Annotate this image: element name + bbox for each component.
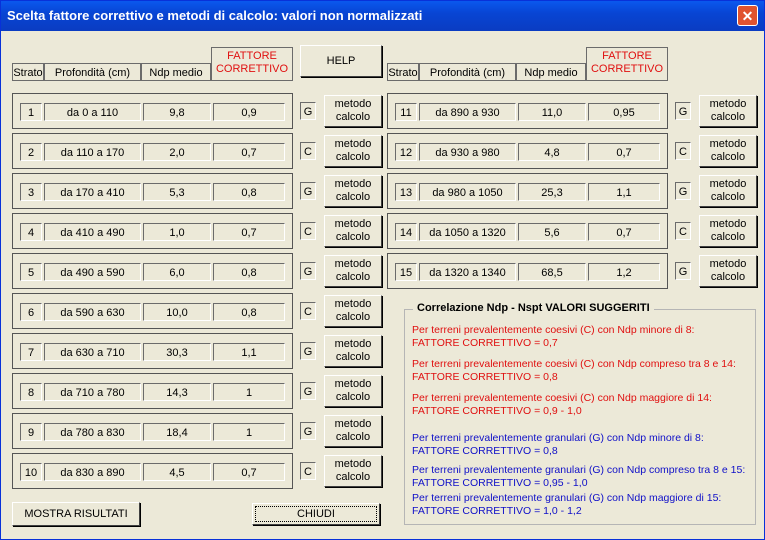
- header-fattore-left: [211, 47, 293, 81]
- ndp-value: 6,0: [143, 263, 211, 281]
- factor-input[interactable]: 0,8: [213, 183, 285, 201]
- depth-range: da 890 a 930: [419, 103, 516, 121]
- depth-range: da 630 a 710: [44, 343, 141, 361]
- factor-input[interactable]: 0,95: [588, 103, 660, 121]
- metodo-calcolo-button[interactable]: [324, 255, 382, 287]
- metodo-calcolo-button[interactable]: [324, 415, 382, 447]
- strato-row: [12, 213, 293, 249]
- soil-type[interactable]: C: [300, 142, 316, 160]
- depth-range: da 830 a 890: [44, 463, 141, 481]
- strato-row: [387, 253, 668, 289]
- correlation-note: [412, 492, 721, 518]
- metodo-calcolo-button[interactable]: [324, 375, 382, 407]
- soil-type[interactable]: G: [675, 102, 691, 120]
- note-factor: FATTORE CORRETTIVO = 1,0 - 1,2: [412, 505, 582, 517]
- factor-input[interactable]: 1,1: [213, 343, 285, 361]
- header-profondita-right: Profondità (cm): [419, 63, 516, 81]
- note-factor: FATTORE CORRETTIVO = 0,8: [412, 445, 558, 457]
- strato-row: [12, 453, 293, 489]
- metodo-label: metodo: [709, 218, 747, 230]
- ndp-value: 5,3: [143, 183, 211, 201]
- note-factor: FATTORE CORRETTIVO = 0,95 - 1,0: [412, 477, 588, 489]
- correlation-note: [412, 392, 712, 418]
- metodo-label: metodo: [709, 138, 747, 150]
- ndp-value: 4,8: [518, 143, 586, 161]
- header-ndp-left: Ndp medio: [141, 63, 211, 81]
- calcolo-label: calcolo: [710, 111, 746, 123]
- metodo-label: metodo: [709, 178, 747, 190]
- metodo-label: metodo: [334, 338, 372, 350]
- ndp-value: 10,0: [143, 303, 211, 321]
- metodo-calcolo-button[interactable]: [324, 215, 382, 247]
- factor-input[interactable]: 0,8: [213, 303, 285, 321]
- metodo-calcolo-button[interactable]: [324, 335, 382, 367]
- depth-range: da 980 a 1050: [419, 183, 516, 201]
- mostra-risultati-button[interactable]: MOSTRA RISULTATI: [12, 502, 140, 526]
- strato-number: 14: [395, 223, 417, 241]
- metodo-calcolo-button[interactable]: [699, 255, 757, 287]
- strato-number: 2: [20, 143, 42, 161]
- strato-number: 15: [395, 263, 417, 281]
- soil-type[interactable]: G: [675, 262, 691, 280]
- strato-number: 9: [20, 423, 42, 441]
- strato-number: 8: [20, 383, 42, 401]
- note-factor: FATTORE CORRETTIVO = 0,7: [412, 337, 558, 349]
- metodo-label: metodo: [709, 258, 747, 270]
- metodo-label: metodo: [334, 418, 372, 430]
- strato-row: [12, 293, 293, 329]
- calcolo-label: calcolo: [335, 271, 371, 283]
- strato-number: 4: [20, 223, 42, 241]
- ndp-value: 9,8: [143, 103, 211, 121]
- calcolo-label: calcolo: [335, 151, 371, 163]
- calcolo-label: calcolo: [335, 471, 371, 483]
- metodo-label: metodo: [334, 218, 372, 230]
- metodo-label: metodo: [709, 98, 747, 110]
- header-fattore-right-l2: CORRETTIVO: [590, 63, 664, 75]
- strato-number: 12: [395, 143, 417, 161]
- header-strato-left: Strato: [12, 63, 44, 81]
- strato-number: 3: [20, 183, 42, 201]
- depth-range: da 1320 a 1340: [419, 263, 516, 281]
- metodo-calcolo-button[interactable]: [699, 215, 757, 247]
- strato-number: 6: [20, 303, 42, 321]
- metodo-calcolo-button[interactable]: [324, 95, 382, 127]
- factor-input[interactable]: 0,9: [213, 103, 285, 121]
- factor-input[interactable]: 0,7: [588, 143, 660, 161]
- metodo-label: metodo: [334, 98, 372, 110]
- correlation-title: Correlazione Ndp - Nspt VALORI SUGGERITI: [413, 302, 654, 314]
- strato-number: 13: [395, 183, 417, 201]
- depth-range: da 170 a 410: [44, 183, 141, 201]
- calcolo-label: calcolo: [335, 431, 371, 443]
- calcolo-label: calcolo: [710, 191, 746, 203]
- strato-number: 5: [20, 263, 42, 281]
- soil-type[interactable]: C: [675, 222, 691, 240]
- strato-number: 1: [20, 103, 42, 121]
- header-fattore-right: [586, 47, 668, 81]
- factor-input[interactable]: 0,7: [213, 463, 285, 481]
- header-fattore-left-l1: FATTORE: [227, 50, 277, 62]
- header-fattore-left-l2: CORRETTIVO: [215, 63, 289, 75]
- soil-type[interactable]: C: [300, 302, 316, 320]
- ndp-value: 1,0: [143, 223, 211, 241]
- correlation-note: [412, 464, 745, 490]
- strato-row: [12, 173, 293, 209]
- ndp-value: 18,4: [143, 423, 211, 441]
- strato-row: [387, 173, 668, 209]
- strato-row: [12, 373, 293, 409]
- note-condition: Per terreni prevalentemente granulari (G) con Ndp maggiore di 15:: [412, 492, 722, 504]
- depth-range: da 780 a 830: [44, 423, 141, 441]
- factor-input[interactable]: 0,8: [213, 263, 285, 281]
- soil-type[interactable]: G: [300, 382, 316, 400]
- ndp-value: 30,3: [143, 343, 211, 361]
- metodo-label: metodo: [334, 298, 372, 310]
- factor-input[interactable]: 0,7: [213, 223, 285, 241]
- depth-range: da 710 a 780: [44, 383, 141, 401]
- factor-input[interactable]: 1,2: [588, 263, 660, 281]
- soil-type[interactable]: G: [300, 342, 316, 360]
- note-condition: Per terreni prevalentemente granulari (G) con Ndp minore di 8:: [412, 432, 704, 444]
- strato-row: [387, 213, 668, 249]
- calcolo-label: calcolo: [335, 391, 371, 403]
- metodo-calcolo-button[interactable]: [699, 135, 757, 167]
- correlation-group: [404, 302, 756, 525]
- soil-type[interactable]: C: [300, 222, 316, 240]
- ndp-value: 5,6: [518, 223, 586, 241]
- calcolo-label: calcolo: [335, 111, 371, 123]
- title-bar: [1, 1, 764, 31]
- soil-type[interactable]: G: [300, 182, 316, 200]
- soil-type[interactable]: G: [300, 262, 316, 280]
- calcolo-label: calcolo: [335, 191, 371, 203]
- strato-row: [387, 93, 668, 129]
- header-ndp-right: Ndp medio: [516, 63, 586, 81]
- strato-row: [12, 413, 293, 449]
- note-condition: Per terreni prevalentemente coesivi (C) con Ndp maggiore di 14:: [412, 392, 712, 404]
- strato-row: [12, 133, 293, 169]
- calcolo-label: calcolo: [710, 231, 746, 243]
- strato-row: [12, 333, 293, 369]
- metodo-calcolo-button[interactable]: [324, 455, 382, 487]
- strato-number: 10: [20, 463, 42, 481]
- correlation-note: [412, 324, 694, 350]
- help-button[interactable]: HELP: [300, 45, 382, 77]
- metodo-label: metodo: [334, 178, 372, 190]
- metodo-label: metodo: [334, 138, 372, 150]
- factor-input[interactable]: 0,7: [213, 143, 285, 161]
- ndp-value: 14,3: [143, 383, 211, 401]
- strato-number: 11: [395, 103, 417, 121]
- calcolo-label: calcolo: [335, 311, 371, 323]
- metodo-calcolo-button[interactable]: [324, 295, 382, 327]
- strato-row: [12, 253, 293, 289]
- header-strato-right: Strato: [387, 63, 419, 81]
- depth-range: da 0 a 110: [44, 103, 141, 121]
- metodo-calcolo-button[interactable]: [699, 175, 757, 207]
- factor-input[interactable]: 1,1: [588, 183, 660, 201]
- header-fattore-right-l1: FATTORE: [602, 50, 652, 62]
- soil-type[interactable]: C: [675, 142, 691, 160]
- depth-range: da 490 a 590: [44, 263, 141, 281]
- window-title: Scelta fattore correttivo e metodi di calcolo: valori non normalizzati: [7, 8, 423, 23]
- metodo-calcolo-button[interactable]: [324, 135, 382, 167]
- soil-type[interactable]: G: [300, 422, 316, 440]
- soil-type[interactable]: C: [300, 462, 316, 480]
- factor-input[interactable]: 1: [213, 383, 285, 401]
- note-condition: Per terreni prevalentemente coesivi (C) con Ndp compreso tra 8 e 14:: [412, 358, 736, 370]
- correlation-note: [412, 358, 736, 384]
- header-profondita-left: Profondità (cm): [44, 63, 141, 81]
- metodo-calcolo-button[interactable]: [699, 95, 757, 127]
- calcolo-label: calcolo: [335, 231, 371, 243]
- calcolo-label: calcolo: [335, 351, 371, 363]
- soil-type[interactable]: G: [675, 182, 691, 200]
- calcolo-label: calcolo: [710, 151, 746, 163]
- metodo-label: metodo: [334, 258, 372, 270]
- strato-row: [12, 93, 293, 129]
- depth-range: da 410 a 490: [44, 223, 141, 241]
- depth-range: da 590 a 630: [44, 303, 141, 321]
- correlation-note: [412, 432, 704, 458]
- metodo-label: metodo: [334, 378, 372, 390]
- metodo-calcolo-button[interactable]: [324, 175, 382, 207]
- note-factor: FATTORE CORRETTIVO = 0,9 - 1,0: [412, 405, 582, 417]
- factor-input[interactable]: 1: [213, 423, 285, 441]
- depth-range: da 930 a 980: [419, 143, 516, 161]
- strato-row: [387, 133, 668, 169]
- note-condition: Per terreni prevalentemente granulari (G) con Ndp compreso tra 8 e 15:: [412, 464, 746, 476]
- close-icon[interactable]: ✕: [737, 5, 758, 26]
- chiudi-button[interactable]: CHIUDI: [252, 503, 380, 525]
- ndp-value: 11,0: [518, 103, 586, 121]
- ndp-value: 4,5: [143, 463, 211, 481]
- metodo-label: metodo: [334, 458, 372, 470]
- soil-type[interactable]: G: [300, 102, 316, 120]
- depth-range: da 110 a 170: [44, 143, 141, 161]
- ndp-value: 2,0: [143, 143, 211, 161]
- factor-input[interactable]: 0,7: [588, 223, 660, 241]
- note-condition: Per terreni prevalentemente coesivi (C) con Ndp minore di 8:: [412, 324, 695, 336]
- strato-number: 7: [20, 343, 42, 361]
- depth-range: da 1050 a 1320: [419, 223, 516, 241]
- ndp-value: 25,3: [518, 183, 586, 201]
- ndp-value: 68,5: [518, 263, 586, 281]
- calcolo-label: calcolo: [710, 271, 746, 283]
- note-factor: FATTORE CORRETTIVO = 0,8: [412, 371, 558, 383]
